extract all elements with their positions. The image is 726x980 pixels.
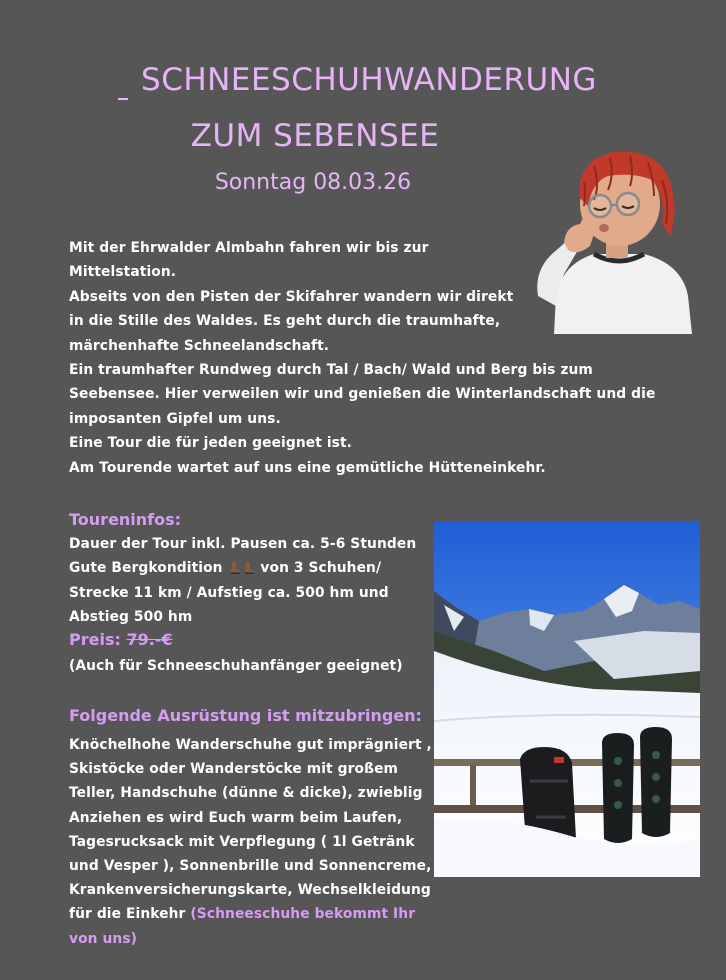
equipment-line: Anziehen es wird Euch warm beim Laufen, xyxy=(69,809,403,826)
title-underscore xyxy=(118,98,128,100)
event-date: Sonntag 08.03.26 xyxy=(214,170,412,195)
equipment-heading: Folgende Ausrüstung ist mitzubringen: xyxy=(69,706,422,725)
hiking-boot-icon xyxy=(244,562,254,574)
intro-text xyxy=(69,236,655,480)
price-value: 79.-€ xyxy=(126,630,173,649)
intro-line: Seebensee. Hier verweilen wir und genießen die Winterlandschaft und die xyxy=(69,386,656,403)
title-line-2: ZUM SEBENSEE xyxy=(190,118,440,154)
equipment-line: Tagesrucksack mit Verpflegung ( 1l Getränk xyxy=(69,833,415,850)
intro-line: märchenhafte Schneelandschaft. xyxy=(69,337,330,354)
tour-descent: Abstieg 500 hm xyxy=(69,609,193,626)
equipment-text xyxy=(69,733,432,951)
snowshoe-note-continued: von uns) xyxy=(69,930,138,947)
price-label: Preis: xyxy=(69,630,121,649)
tour-distance: Strecke 11 km / Aufstieg ca. 500 hm und xyxy=(69,584,389,601)
title-line-1: SCHNEESCHUHWANDERUNG xyxy=(141,62,597,98)
tour-fitness-scale: von 3 Schuhen/ xyxy=(260,560,382,577)
intro-line: imposanten Gipfel um uns. xyxy=(69,410,281,427)
tour-duration: Dauer der Tour inkl. Pausen ca. 5-6 Stunden xyxy=(69,536,417,552)
intro-line: Eine Tour die für jeden geeignet ist. xyxy=(69,435,353,452)
equipment-line xyxy=(69,902,432,926)
equipment-line: Krankenversicherungskarte, Wechselkleidung xyxy=(69,882,431,899)
tour-info-heading: Toureninfos: xyxy=(69,510,182,529)
intro-line: Abseits von den Pisten der Skifahrer wandern wir direkt xyxy=(69,288,514,305)
equipment-last-prefix: für die Einkehr xyxy=(69,906,191,923)
equipment-line: und Vesper ), Sonnenbrille und Sonnencreme, xyxy=(69,858,432,875)
equipment-line: Knöchelhohe Wanderschuhe gut imprägniert , xyxy=(69,737,432,753)
price xyxy=(69,630,173,649)
intro-line: in die Stille des Waldes. Es geht durch die traumhafte, xyxy=(69,313,501,330)
intro-line: Ein traumhafter Rundweg durch Tal / Bach/ Wald und Berg bis zum xyxy=(69,362,593,379)
intro-line: Am Tourende wartet auf uns eine gemütliche Hütteneinkehr. xyxy=(69,459,546,476)
equipment-line: Teller, Handschuhe (dünne & dicke), zwieblig xyxy=(69,785,423,802)
equipment-line: Skistöcke oder Wanderstöcke mit großem xyxy=(69,761,399,778)
tour-fitness-label: Gute Bergkondition xyxy=(69,560,223,577)
intro-line: Mittelstation. xyxy=(69,264,177,281)
snowshoe-note: (Schneeschuhe bekommt Ihr xyxy=(190,906,416,923)
tour-fitness-line xyxy=(69,556,416,580)
mountain-snowshoe-photo xyxy=(434,521,700,877)
hiking-boot-icon xyxy=(230,562,240,574)
beginner-note: (Auch für Schneeschuhanfänger geeignet) xyxy=(69,658,403,674)
intro-line: Mit der Ehrwalder Almbahn fahren wir bis zur xyxy=(69,240,429,256)
tour-info-text xyxy=(69,532,416,630)
